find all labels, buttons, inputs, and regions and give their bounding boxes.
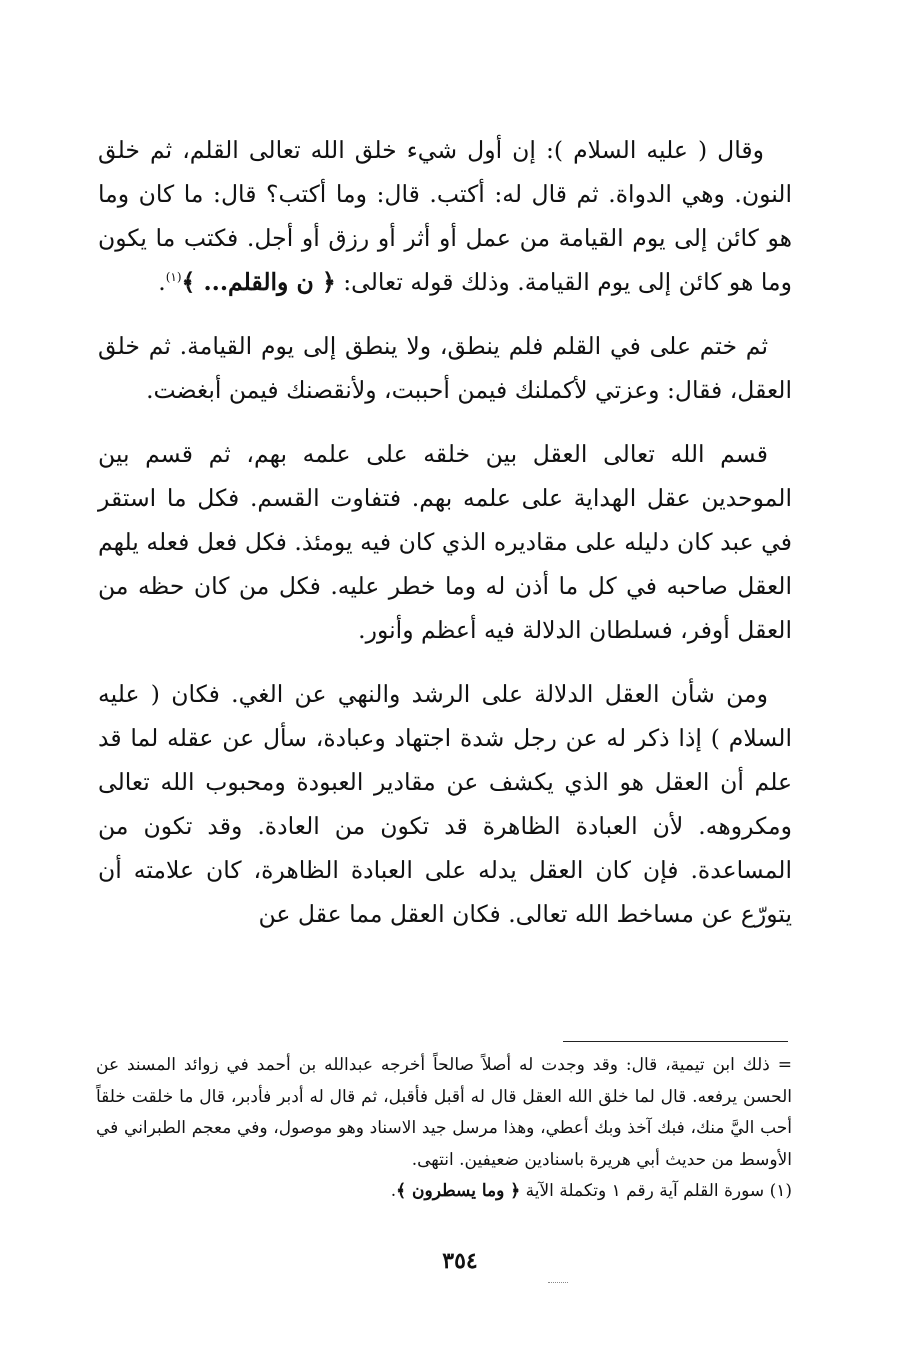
main-text [98,128,792,956]
quran-quote: ﴿ ن والقلم... ﴾ [181,268,336,296]
paragraph-4-text: ومن شأن العقل الدلالة على الرشد والنهي عن الغي. فكان ( عليه السلام ) إذا ذكر له عن رجل شدة اجتهاد وعبادة، سأل عن عقله لما قد علم أن العقل هو الذي يكشف عن مقادير العبودة ومحبوب الله تعالى ومكروهه. لأن العبادة الظاهرة قد تكون من العادة. وقد تكون من المساعدة. فإن كان العقل يدله على العبادة الظاهرة، كان علامته أن يتورّع عن مساخط الله تعالى. فكان العقل مما عقل عن [98,680,792,928]
footnotes [96,1050,792,1208]
paragraph-2-text: ثم ختم على في القلم فلم ينطق، ولا ينطق إلى يوم القيامة. ثم خلق العقل، فقال: وعزتي لأكملنك فيمن أحببت، ولأنقصنك فيمن أبغضت. [98,332,792,404]
paragraph-1 [98,128,792,304]
paragraph-1-text: وقال ( عليه السلام ): إن أول شيء خلق الله تعالى القلم، ثم خلق النون. وهي الدواة. ثم قال له: أكتب. قال: وما أكتب؟ قال: ما كان وما هو كائن إلى يوم القيامة من عمل أو أثر أو رزق أو أجل. فكتب ما يكون وما هو كائن إلى يوم القيامة. وذلك قوله تعالى: [98,136,792,296]
paragraph-3-text: قسم الله تعالى العقل بين خلقه على علمه بهم، ثم قسم بين الموحدين عقل الهداية على علمه بهم. فتفاوت القسم. فكل ما استقر في عبد كان دليله على مقاديره الذي كان فيه يومئذ. فكل فعل فعله يلهم العقل صاحبه في كل ما أذن له وما خطر عليه. فكل من كان حظه من العقل أوفر، فسلطان الدلالة فيه أعظم وأنور. [98,440,792,644]
paragraph-1-tail: . [158,268,166,296]
footnote-separator [563,1041,788,1042]
paragraph-3 [98,432,792,652]
footnote-1-text: (١) سورة القلم آية رقم ١ وتكملة الآية [520,1181,792,1201]
paragraph-2 [98,324,792,412]
footnote-continuation: = ذلك ابن تيمية، قال: وقد وجدت له أصلاً صالحاً أخرجه عبدالله بن أحمد في زوائد المسند عن الحسن يرفعه. قال لما خلق الله العقل قال له أقبل فأقبل، ثم قال له أدبر فأدبر، قال ما خلقت خلقاً أحب اليَّ منك، فبك آخذ وبك أعطي، وهذا مرسل جيد الاسناد وهو موصول، وفي معجم الطبراني في الأوسط من حديث أبي هريرة باسنادين ضعيفين. انتهى. [96,1055,792,1170]
footnote-1 [96,1176,792,1208]
paragraph-4 [98,672,792,936]
footnote-ref-1[interactable]: (١) [165,270,182,285]
footnote-1-tail: . [390,1181,397,1201]
footnote-1-quran: ﴿ وما يسطرون ﴾ [396,1181,521,1201]
page-number: ٣٥٤ [442,1248,478,1274]
bottom-divider [548,1282,568,1283]
